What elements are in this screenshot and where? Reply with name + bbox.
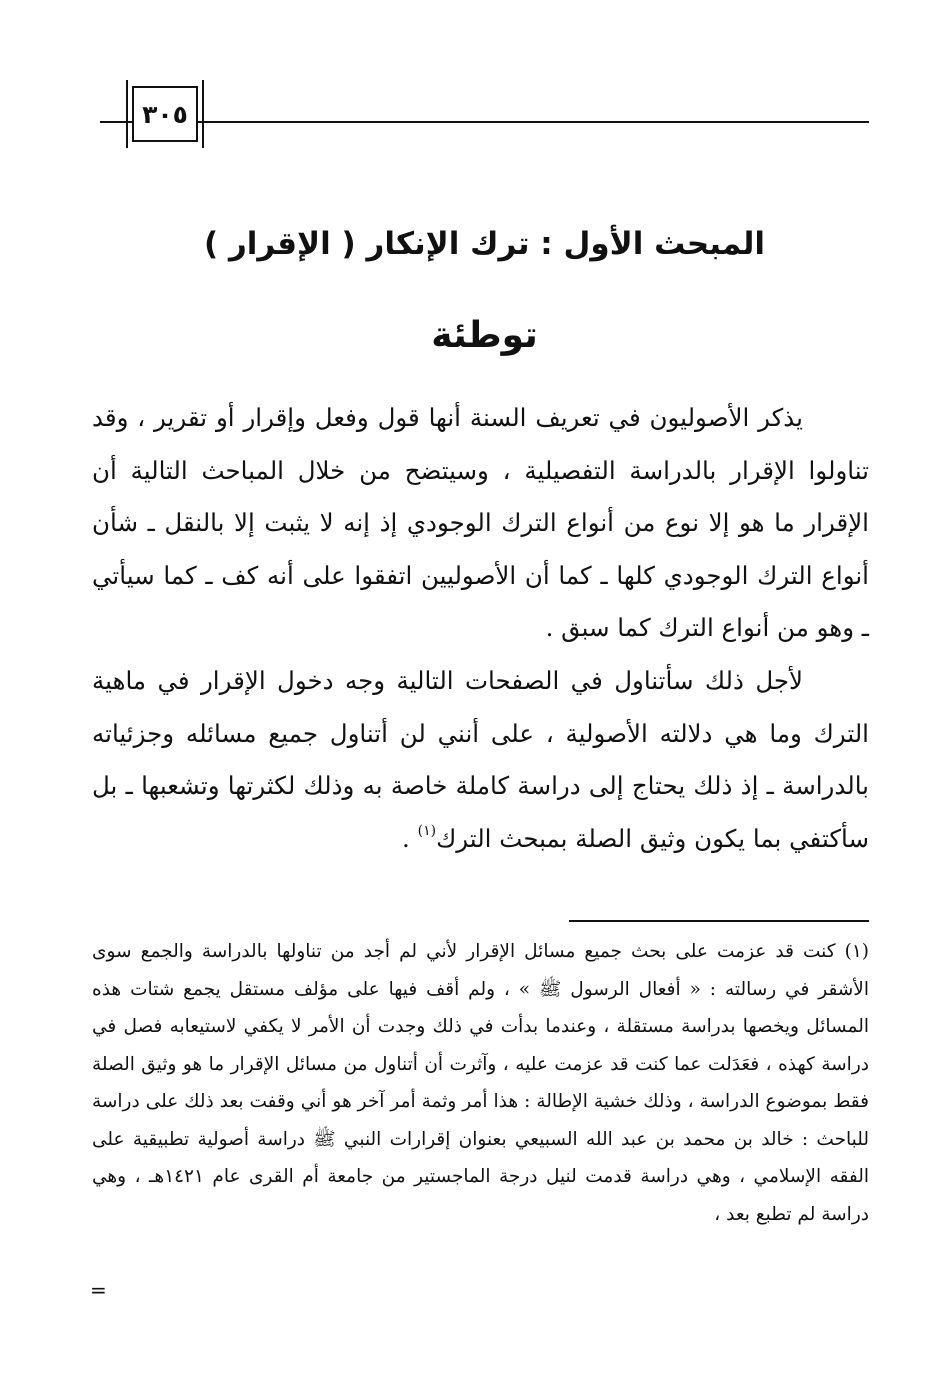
footnote <box>92 933 869 1233</box>
footnote-separator <box>569 920 869 922</box>
footnote-reference[interactable]: (١) <box>417 822 437 839</box>
footnote-text: (١) كنت قد عزمت على بحث جميع مسائل الإقرار لأني لم أجد من تناولها بالدراسة والجمع سوى الأشقر في رسالته : « أفعال الرسول ﷺ » ، ولم أقف فيها على مؤلف مستقل يجمع شتات هذه المسائل ويخصها بدراسة مستقلة ، وعندما بدأت في ذلك وجدت أن الأمر لا يكفي لاستيعابه فصل في دراسة كهذه ، فعَدَلت عما كنت قد عزمت عليه ، وآثرت أن أتناول من مسائل الإقرار ما هو وثيق الصلة فقط بموضوع الدراسة ، وذلك خشية الإطالة : هذا أمر وثمة أمر آخر هو أني وقفت بعد ذلك على دراسة للباحث : خالد بن محمد بن عبد الله السبيعي بعنوان إقرارات النبي ﷺ دراسة أصولية تطبيقية على الفقه الإسلامي ، وهي دراسة قدمت لنيل درجة الماجستير من جامعة أم القرى عام ١٤٢١هـ ، وهي دراسة لم تطبع بعد ، <box>92 941 869 1225</box>
page-number-box <box>132 86 198 142</box>
continuation-mark: = <box>90 1278 107 1302</box>
header-rule <box>100 121 869 123</box>
chapter-title: المبحث الأول : ترك الإنكار ( الإقرار ) <box>204 226 765 262</box>
page-number: ٣٠٥ <box>142 99 188 129</box>
body-paragraph-2-text: لأجل ذلك سأتناول في الصفحات التالية وجه دخول الإقرار في ماهية الترك وما هي دلالته الأصولية ، على أنني لن أتناول جميع مسائله وجزئياته بالدراسة ـ إذ ذلك يحتاج إلى دراسة كاملة خاصة به وذلك لكثرتها وتشعبها ـ بل سأكتفي بما يكون وثيق الصلة بمبحث الترك <box>92 665 869 853</box>
body-text <box>92 392 869 865</box>
body-paragraph-2-end: . <box>402 823 418 853</box>
body-paragraph-1: يذكر الأصوليون في تعريف السنة أنها قول وفعل وإقرار أو تقرير ، وقد تناولوا الإقرار بالدراسة التفصيلية ، وسيتضح من خلال المباحث التالية أن الإقرار ما هو إلا نوع من أنواع الترك الوجودي إذ إنه لا يثبت إلا بالنقل ـ شأن أنواع الترك الوجودي كلها ـ كما أن الأصوليين اتفقوا على أنه كف ـ كما سيأتي ـ وهو من أنواع الترك كما سبق . <box>92 403 869 643</box>
section-subtitle: توطئة <box>431 315 538 356</box>
body-paragraph-2 <box>92 655 869 865</box>
